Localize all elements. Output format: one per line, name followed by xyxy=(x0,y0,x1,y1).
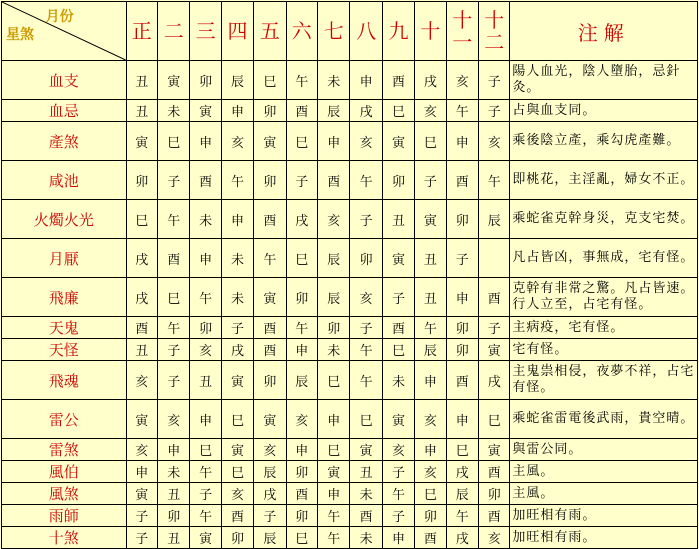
branch-cell: 戌 xyxy=(446,527,478,549)
note-cell: 即桃花，主淫亂，婦女不正。 xyxy=(510,161,698,200)
branch-cell: 午 xyxy=(479,161,510,200)
branch-cell: 午 xyxy=(190,278,221,317)
star-name: 月厭 xyxy=(2,239,127,278)
branch-cell: 子 xyxy=(254,505,286,527)
branch-cell: 辰 xyxy=(254,461,286,483)
branch-cell: 亥 xyxy=(415,400,446,439)
branch-cell: 子 xyxy=(286,161,317,200)
note-cell: 與雷公同。 xyxy=(510,439,698,461)
branch-cell: 午 xyxy=(254,239,286,278)
month-header xyxy=(221,2,253,61)
branch-cell: 子 xyxy=(350,317,382,339)
branch-cell: 戌 xyxy=(350,100,382,122)
branch-cell: 酉 xyxy=(126,317,157,339)
branch-cell: 申 xyxy=(286,439,317,461)
table-row xyxy=(2,161,698,200)
table-row xyxy=(2,483,698,505)
branch-cell: 巳 xyxy=(446,439,478,461)
branch-cell: 卯 xyxy=(446,200,478,239)
branch-cell: 戌 xyxy=(126,278,157,317)
month-header-part: 二 xyxy=(484,30,505,54)
branch-cell: 酉 xyxy=(286,100,317,122)
branch-cell: 巳 xyxy=(286,239,317,278)
branch-cell: 巳 xyxy=(286,122,317,161)
branch-cell: 巳 xyxy=(318,439,350,461)
branch-cell: 卯 xyxy=(190,61,221,100)
star-name: 十煞 xyxy=(2,527,127,549)
branch-cell: 巳 xyxy=(415,122,446,161)
branch-cell: 午 xyxy=(446,505,478,527)
branch-cell: 巳 xyxy=(126,200,157,239)
branch-cell: 巳 xyxy=(221,400,253,439)
branch-cell: 子 xyxy=(158,361,190,400)
note-header: 注解 xyxy=(510,2,698,61)
branch-cell: 亥 xyxy=(221,122,253,161)
branch-cell: 子 xyxy=(190,483,221,505)
branch-cell: 午 xyxy=(221,161,253,200)
branch-cell: 午 xyxy=(350,361,382,400)
branch-cell: 子 xyxy=(126,527,157,549)
branch-cell: 巳 xyxy=(254,61,286,100)
branch-cell xyxy=(479,239,510,278)
branch-cell: 酉 xyxy=(254,200,286,239)
month-header-part: 七 xyxy=(323,19,344,43)
table-row xyxy=(2,505,698,527)
branch-cell: 酉 xyxy=(254,317,286,339)
branch-cell: 酉 xyxy=(318,161,350,200)
note-cell: 主風。 xyxy=(510,461,698,483)
branch-cell: 巳 xyxy=(286,527,317,549)
branch-cell: 亥 xyxy=(382,439,414,461)
branch-cell: 子 xyxy=(221,317,253,339)
branch-cell: 戌 xyxy=(415,61,446,100)
branch-cell: 卯 xyxy=(286,505,317,527)
month-header-part: 五 xyxy=(259,19,280,43)
month-header-part: 正 xyxy=(131,19,152,43)
month-header-part: 十 xyxy=(484,8,505,32)
note-cell: 主鬼祟相侵，夜夢不祥，占宅有怪。 xyxy=(510,361,698,400)
month-header xyxy=(479,2,510,61)
branch-cell: 卯 xyxy=(254,161,286,200)
star-name: 雨師 xyxy=(2,505,127,527)
branch-cell: 未 xyxy=(350,527,382,549)
branch-cell: 未 xyxy=(158,100,190,122)
table-row xyxy=(2,239,698,278)
branch-cell: 寅 xyxy=(126,122,157,161)
star-name: 天怪 xyxy=(2,339,127,361)
corner-star-label: 星煞 xyxy=(6,27,34,43)
branch-cell: 丑 xyxy=(382,200,414,239)
branch-cell: 寅 xyxy=(254,122,286,161)
branch-cell: 寅 xyxy=(350,439,382,461)
branch-cell: 辰 xyxy=(318,239,350,278)
note-cell: 乘蛇雀克幹身災，克支宅焚。 xyxy=(510,200,698,239)
branch-cell: 午 xyxy=(318,505,350,527)
branch-cell: 卯 xyxy=(318,317,350,339)
branch-cell: 辰 xyxy=(479,200,510,239)
month-header xyxy=(446,2,478,61)
branch-cell: 子 xyxy=(415,161,446,200)
branch-cell: 酉 xyxy=(286,483,317,505)
branch-cell: 未 xyxy=(190,200,221,239)
branch-cell: 寅 xyxy=(254,400,286,439)
note-cell: 克幹有非常之驚。凡占皆速。行人立至，占宅有怪。 xyxy=(510,278,698,317)
branch-cell: 子 xyxy=(382,278,414,317)
branch-cell: 午 xyxy=(350,161,382,200)
branch-cell: 未 xyxy=(221,239,253,278)
branch-cell: 午 xyxy=(446,100,478,122)
branch-cell: 酉 xyxy=(446,361,478,400)
branch-cell: 寅 xyxy=(479,439,510,461)
branch-cell: 丑 xyxy=(158,483,190,505)
branch-cell: 巳 xyxy=(190,439,221,461)
branch-cell: 酉 xyxy=(158,239,190,278)
branch-cell: 寅 xyxy=(221,361,253,400)
branch-cell: 寅 xyxy=(479,339,510,361)
branch-cell: 申 xyxy=(158,439,190,461)
star-name: 血支 xyxy=(2,61,127,100)
month-header xyxy=(382,2,414,61)
branch-cell: 卯 xyxy=(126,161,157,200)
branch-cell: 申 xyxy=(446,278,478,317)
branch-cell: 申 xyxy=(318,400,350,439)
branch-cell: 午 xyxy=(158,200,190,239)
branch-cell: 酉 xyxy=(446,161,478,200)
branch-cell: 子 xyxy=(350,200,382,239)
branch-cell: 申 xyxy=(190,239,221,278)
branch-cell: 午 xyxy=(190,461,221,483)
branch-cell: 丑 xyxy=(126,339,157,361)
branch-cell: 午 xyxy=(286,61,317,100)
branch-cell: 未 xyxy=(350,483,382,505)
star-name: 產煞 xyxy=(2,122,127,161)
branch-cell: 亥 xyxy=(318,200,350,239)
branch-cell: 寅 xyxy=(382,122,414,161)
header-row xyxy=(2,2,698,61)
branch-cell: 亥 xyxy=(479,122,510,161)
branch-cell: 申 xyxy=(382,527,414,549)
branch-cell: 申 xyxy=(286,339,317,361)
table-row xyxy=(2,100,698,122)
star-name: 血忌 xyxy=(2,100,127,122)
branch-cell: 亥 xyxy=(126,439,157,461)
branch-cell: 戌 xyxy=(221,339,253,361)
branch-cell: 巳 xyxy=(415,483,446,505)
branch-cell: 丑 xyxy=(158,527,190,549)
branch-cell: 午 xyxy=(318,527,350,549)
note-cell: 主風。 xyxy=(510,483,698,505)
branch-cell: 申 xyxy=(318,483,350,505)
branch-cell: 亥 xyxy=(126,361,157,400)
month-header-part: 四 xyxy=(227,19,248,43)
table-row xyxy=(2,400,698,439)
branch-cell: 卯 xyxy=(350,239,382,278)
branch-cell: 子 xyxy=(158,339,190,361)
branch-cell: 酉 xyxy=(479,505,510,527)
branch-cell: 酉 xyxy=(254,339,286,361)
branch-cell: 酉 xyxy=(415,527,446,549)
branch-cell: 寅 xyxy=(190,100,221,122)
month-header-part: 六 xyxy=(291,19,312,43)
note-cell: 占與血支同。 xyxy=(510,100,698,122)
branch-cell: 戌 xyxy=(254,483,286,505)
branch-cell: 辰 xyxy=(221,61,253,100)
note-cell: 乘後陰立產，乘勾虎產難。 xyxy=(510,122,698,161)
branch-cell: 未 xyxy=(318,61,350,100)
branch-cell: 辰 xyxy=(254,527,286,549)
month-header xyxy=(254,2,286,61)
branch-cell: 辰 xyxy=(286,361,317,400)
branch-cell: 卯 xyxy=(286,278,317,317)
branch-cell: 亥 xyxy=(415,461,446,483)
branch-cell: 亥 xyxy=(286,400,317,439)
branch-cell: 亥 xyxy=(190,339,221,361)
branch-cell: 未 xyxy=(158,461,190,483)
table-row xyxy=(2,361,698,400)
branch-cell: 亥 xyxy=(479,527,510,549)
branch-cell: 子 xyxy=(479,61,510,100)
branch-cell: 卯 xyxy=(446,317,478,339)
branch-cell: 戌 xyxy=(479,361,510,400)
table-row xyxy=(2,527,698,549)
branch-cell: 卯 xyxy=(254,100,286,122)
branch-cell: 卯 xyxy=(286,461,317,483)
branch-cell: 未 xyxy=(318,339,350,361)
star-name: 飛廉 xyxy=(2,278,127,317)
branch-cell: 申 xyxy=(446,400,478,439)
branch-cell: 申 xyxy=(221,100,253,122)
branch-cell: 申 xyxy=(415,439,446,461)
branch-cell: 亥 xyxy=(158,400,190,439)
month-header xyxy=(158,2,190,61)
branch-cell: 酉 xyxy=(479,278,510,317)
branch-cell: 午 xyxy=(158,317,190,339)
branch-cell: 巳 xyxy=(318,361,350,400)
branch-cell: 戌 xyxy=(126,239,157,278)
month-header xyxy=(286,2,317,61)
branch-cell: 巳 xyxy=(382,100,414,122)
branch-cell: 巳 xyxy=(158,278,190,317)
note-cell: 加旺相有雨。 xyxy=(510,505,698,527)
month-header-part: 十 xyxy=(420,19,441,43)
branch-cell: 卯 xyxy=(415,505,446,527)
note-cell: 陽人血光，陰人墮胎，忌針灸。 xyxy=(510,61,698,100)
month-header-part: 二 xyxy=(163,19,184,43)
branch-cell: 卯 xyxy=(221,527,253,549)
corner-cell xyxy=(2,2,127,61)
corner-month-label: 月份 xyxy=(45,9,74,25)
branch-cell: 辰 xyxy=(446,483,478,505)
month-header xyxy=(318,2,350,61)
month-header-part: 一 xyxy=(452,30,473,54)
branch-cell: 子 xyxy=(126,505,157,527)
branch-cell: 卯 xyxy=(190,317,221,339)
table-row xyxy=(2,339,698,361)
branch-cell: 申 xyxy=(190,400,221,439)
star-name: 咸池 xyxy=(2,161,127,200)
branch-cell: 巳 xyxy=(221,461,253,483)
branch-cell: 亥 xyxy=(415,100,446,122)
month-header xyxy=(415,2,446,61)
table-row xyxy=(2,461,698,483)
branch-cell: 亥 xyxy=(350,122,382,161)
table-row xyxy=(2,61,698,100)
branch-cell: 亥 xyxy=(254,439,286,461)
branch-cell: 申 xyxy=(446,122,478,161)
branch-cell: 卯 xyxy=(479,483,510,505)
month-header-part: 八 xyxy=(356,19,377,43)
branch-cell: 午 xyxy=(350,339,382,361)
star-sha-table xyxy=(1,1,698,549)
table-row xyxy=(2,200,698,239)
branch-cell: 寅 xyxy=(318,461,350,483)
branch-cell: 巳 xyxy=(350,400,382,439)
branch-cell: 卯 xyxy=(158,505,190,527)
branch-cell: 酉 xyxy=(190,161,221,200)
branch-cell: 申 xyxy=(318,122,350,161)
branch-cell: 午 xyxy=(190,505,221,527)
star-name: 雷煞 xyxy=(2,439,127,461)
branch-cell: 辰 xyxy=(415,339,446,361)
branch-cell: 丑 xyxy=(415,239,446,278)
month-header xyxy=(190,2,221,61)
branch-cell: 丑 xyxy=(350,461,382,483)
star-name: 雷公 xyxy=(2,400,127,439)
table-row xyxy=(2,439,698,461)
note-cell: 乘蛇雀雷電後武雨，貴空晴。 xyxy=(510,400,698,439)
branch-cell: 寅 xyxy=(382,239,414,278)
month-header-part: 三 xyxy=(195,19,216,43)
branch-cell: 寅 xyxy=(254,278,286,317)
branch-cell: 未 xyxy=(382,361,414,400)
branch-cell: 申 xyxy=(350,61,382,100)
branch-cell: 辰 xyxy=(318,100,350,122)
branch-cell: 申 xyxy=(221,200,253,239)
branch-cell: 寅 xyxy=(415,200,446,239)
branch-cell: 辰 xyxy=(318,278,350,317)
branch-cell: 酉 xyxy=(382,317,414,339)
month-header xyxy=(126,2,157,61)
branch-cell: 亥 xyxy=(350,278,382,317)
branch-cell: 酉 xyxy=(221,505,253,527)
note-cell: 宅有怪。 xyxy=(510,339,698,361)
branch-cell: 申 xyxy=(415,361,446,400)
note-cell: 主病疫，宅有怪。 xyxy=(510,317,698,339)
branch-cell: 子 xyxy=(446,239,478,278)
branch-cell: 申 xyxy=(190,122,221,161)
branch-cell: 寅 xyxy=(158,61,190,100)
branch-cell: 未 xyxy=(221,278,253,317)
note-cell: 凡占皆凶，事無成，宅有怪。 xyxy=(510,239,698,278)
branch-cell: 子 xyxy=(382,461,414,483)
branch-cell: 丑 xyxy=(126,100,157,122)
branch-cell: 寅 xyxy=(126,483,157,505)
branch-cell: 子 xyxy=(382,505,414,527)
month-header-part: 十 xyxy=(452,8,473,32)
branch-cell: 子 xyxy=(479,317,510,339)
note-cell: 加旺相有雨。 xyxy=(510,527,698,549)
branch-cell: 亥 xyxy=(446,61,478,100)
month-header xyxy=(350,2,382,61)
star-name: 風煞 xyxy=(2,483,127,505)
branch-cell: 午 xyxy=(415,317,446,339)
branch-cell: 卯 xyxy=(254,361,286,400)
branch-cell: 寅 xyxy=(221,439,253,461)
table-row xyxy=(2,278,698,317)
branch-cell: 寅 xyxy=(382,400,414,439)
branch-cell: 子 xyxy=(479,100,510,122)
branch-cell: 丑 xyxy=(415,278,446,317)
star-name: 飛魂 xyxy=(2,361,127,400)
branch-cell: 午 xyxy=(286,317,317,339)
branch-cell: 巳 xyxy=(382,339,414,361)
branch-cell: 午 xyxy=(382,483,414,505)
branch-cell: 酉 xyxy=(479,461,510,483)
branch-cell: 酉 xyxy=(350,505,382,527)
star-name: 風伯 xyxy=(2,461,127,483)
branch-cell: 亥 xyxy=(221,483,253,505)
branch-cell: 戌 xyxy=(446,461,478,483)
branch-cell: 戌 xyxy=(286,200,317,239)
branch-cell: 卯 xyxy=(446,339,478,361)
branch-cell: 丑 xyxy=(190,361,221,400)
table-body xyxy=(2,61,698,549)
star-name: 天鬼 xyxy=(2,317,127,339)
branch-cell: 酉 xyxy=(382,61,414,100)
table-row xyxy=(2,317,698,339)
branch-cell: 寅 xyxy=(126,400,157,439)
branch-cell: 卯 xyxy=(382,161,414,200)
star-name: 火燭火光 xyxy=(2,200,127,239)
branch-cell: 申 xyxy=(126,461,157,483)
branch-cell: 巳 xyxy=(479,400,510,439)
branch-cell: 巳 xyxy=(158,122,190,161)
table-row xyxy=(2,122,698,161)
branch-cell: 丑 xyxy=(126,61,157,100)
month-header-part: 九 xyxy=(388,19,409,43)
branch-cell: 寅 xyxy=(190,527,221,549)
branch-cell: 子 xyxy=(158,161,190,200)
